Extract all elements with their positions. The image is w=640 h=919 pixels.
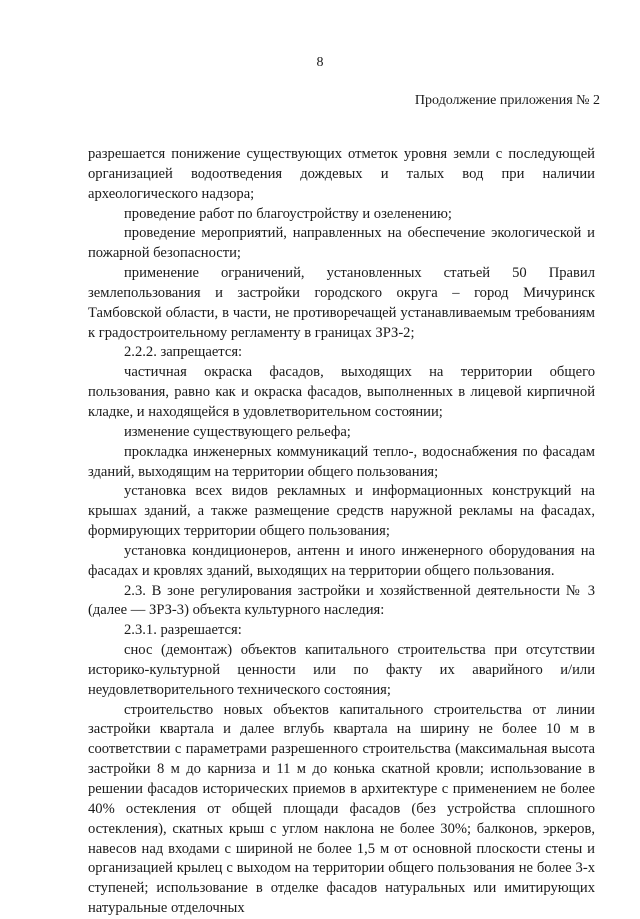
document-body	[88, 145, 595, 919]
paragraph: установка кондиционеров, антенн и иного инженерного оборудования на фасадах и кровлях зданий, выходящих на территории общего пользования.	[88, 542, 595, 579]
page-number: 8	[316, 55, 324, 70]
paragraph: проведение мероприятий, направленных на обеспечение экологической и пожарной безопасности;	[88, 225, 595, 262]
paragraph: снос (демонтаж) объектов капитального строительства при отсутствии историко-культурной ценности или по факту их аварийного и/или неудовлетворительного технического состояния;	[88, 642, 595, 698]
paragraph: частичная окраска фасадов, выходящих на территории общего пользования, равно как и окраска фасадов, выполненных в лицевой кирпичной кладке, и находящейся в удовлетворительном состоянии;	[88, 364, 595, 420]
paragraph: строительство новых объектов капитального строительства от линии застройки квартала и далее вглубь квартала на ширину не более 10 м в соответствии с параметрами разрешенного строительства (максимальная высота застройки 8 м до карниза и 11 м до конька скатной кровли; использование в решении фасадов исторических приемов в архитектуре с применением не более 40% остекления от общей площади фасадов (без устройства сплошного остекления), скатных крыш с углом наклона не более 30%; балконов, эркеров, навесов над входами с шириной не более 1,5 м от основной плоскости стены и организацией крылец с выходом на территории общего пользования не более 3-х ступеней; использование в отделке фасадов натуральных или имитирующих натуральные отделочных	[88, 701, 595, 917]
appendix-continuation-note: Продолжение приложения № 2	[414, 93, 600, 108]
paragraph: установка всех видов рекламных и информационных конструкций на крышах зданий, а также размещение средств наружной рекламы на фасадах, формирующих территории общего пользования;	[88, 483, 595, 540]
paragraph: проведение работ по благоустройству и озеленению;	[124, 205, 452, 222]
paragraph: применение ограничений, установленных статьей 50 Правил землепользования и застройки городского округа – город Мичуринск Тамбовской области, в части, не противоречащей устанавливаемым требованиям к градостроительному регламенту в границах ЗРЗ-2;	[88, 265, 595, 341]
section-heading: 2.2.2. запрещается:	[124, 344, 243, 361]
paragraph: разрешается понижение существующих отметок уровня земли с последующей организацией водоотведения дождевых и талых вод при наличии археологического надзора;	[88, 146, 595, 202]
section-heading: 2.3.1. разрешается:	[124, 622, 242, 639]
section-heading: 2.3. В зоне регулирования застройки и хозяйственной деятельности № 3 (далее — ЗРЗ-3) объекта культурного наследия:	[88, 582, 595, 619]
paragraph: прокладка инженерных коммуникаций тепло-, водоснабжения по фасадам зданий, выходящим на территории общего пользования;	[88, 443, 595, 480]
paragraph: изменение существующего рельефа;	[124, 423, 351, 440]
